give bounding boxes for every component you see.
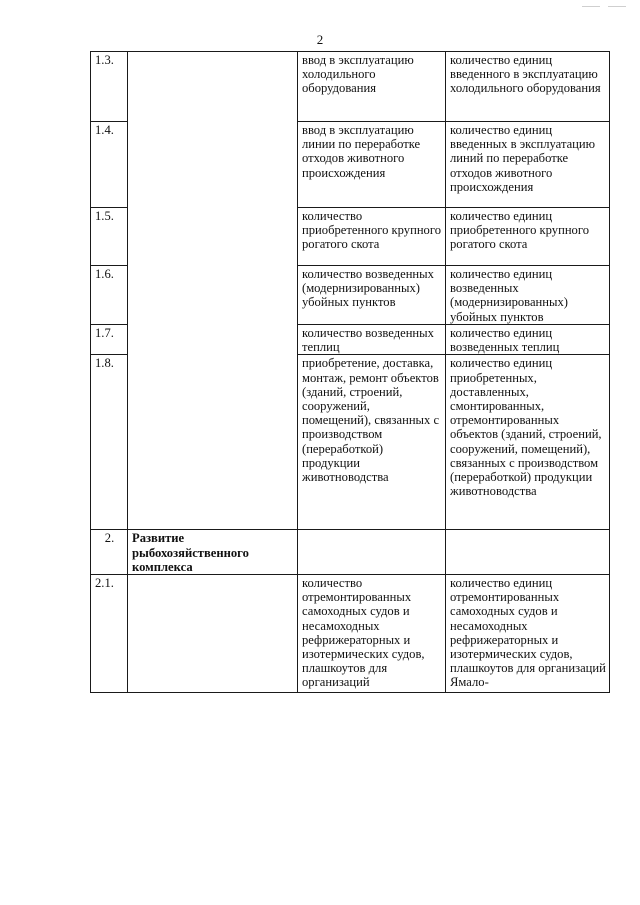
scan-artifact bbox=[582, 6, 600, 7]
row-measure: количество единиц введенного в эксплуатацию холодильного оборудования bbox=[446, 52, 610, 122]
table-row bbox=[91, 575, 610, 693]
row-number: 1.5. bbox=[91, 208, 128, 266]
row-number: 1.3. bbox=[91, 52, 128, 122]
row-indicator: количество отремонтированных самоходных судов и несамоходных рефрижераторных и изотермических судов, плашкоутов для организаций bbox=[298, 575, 446, 693]
row-measure: количество единиц возведенных (модернизированных) убойных пунктов bbox=[446, 266, 610, 325]
row-measure: количество единиц возведенных теплиц bbox=[446, 325, 610, 355]
scan-artifact bbox=[608, 6, 626, 7]
row-indicator: ввод в эксплуатацию линии по переработке отходов животного происхождения bbox=[298, 122, 446, 208]
row-indicator: ввод в эксплуатацию холодильного оборудования bbox=[298, 52, 446, 122]
page-number: 2 bbox=[316, 32, 324, 47]
row-measure: количество единиц приобретенного крупного рогатого скота bbox=[446, 208, 610, 266]
row-measure bbox=[446, 530, 610, 575]
row-name bbox=[128, 52, 298, 530]
row-number: 1.7. bbox=[91, 325, 128, 355]
table-row bbox=[91, 530, 610, 575]
row-number: 2. bbox=[91, 530, 128, 575]
row-name bbox=[128, 575, 298, 693]
row-number: 1.4. bbox=[91, 122, 128, 208]
row-number: 1.8. bbox=[91, 355, 128, 530]
row-indicator: приобретение, доставка, монтаж, ремонт объектов (зданий, строений, сооружений, помещений), связанных с производством (переработкой) продукции животноводства bbox=[298, 355, 446, 530]
row-indicator: количество возведенных теплиц bbox=[298, 325, 446, 355]
row-measure: количество единиц приобретенных, доставленных, смонтированных, отремонтированных объектов (зданий, строений, сооружений, помещений), связанных с производством (переработкой) продукции животноводства bbox=[446, 355, 610, 530]
row-indicator bbox=[298, 530, 446, 575]
row-indicator: количество приобретенного крупного рогатого скота bbox=[298, 208, 446, 266]
row-name: Развитие рыбохозяйственного комплекса bbox=[128, 530, 298, 575]
indicators-table bbox=[90, 51, 610, 693]
row-measure: количество единиц отремонтированных самоходных судов и несамоходных рефрижераторных и изотермических судов, плашкоутов для организаций Ямало- bbox=[446, 575, 610, 693]
row-number: 2.1. bbox=[91, 575, 128, 693]
row-indicator: количество возведенных (модернизированных) убойных пунктов bbox=[298, 266, 446, 325]
row-number: 1.6. bbox=[91, 266, 128, 325]
table-row bbox=[91, 52, 610, 122]
row-measure: количество единиц введенных в эксплуатацию линий по переработке отходов животного происхождения bbox=[446, 122, 610, 208]
